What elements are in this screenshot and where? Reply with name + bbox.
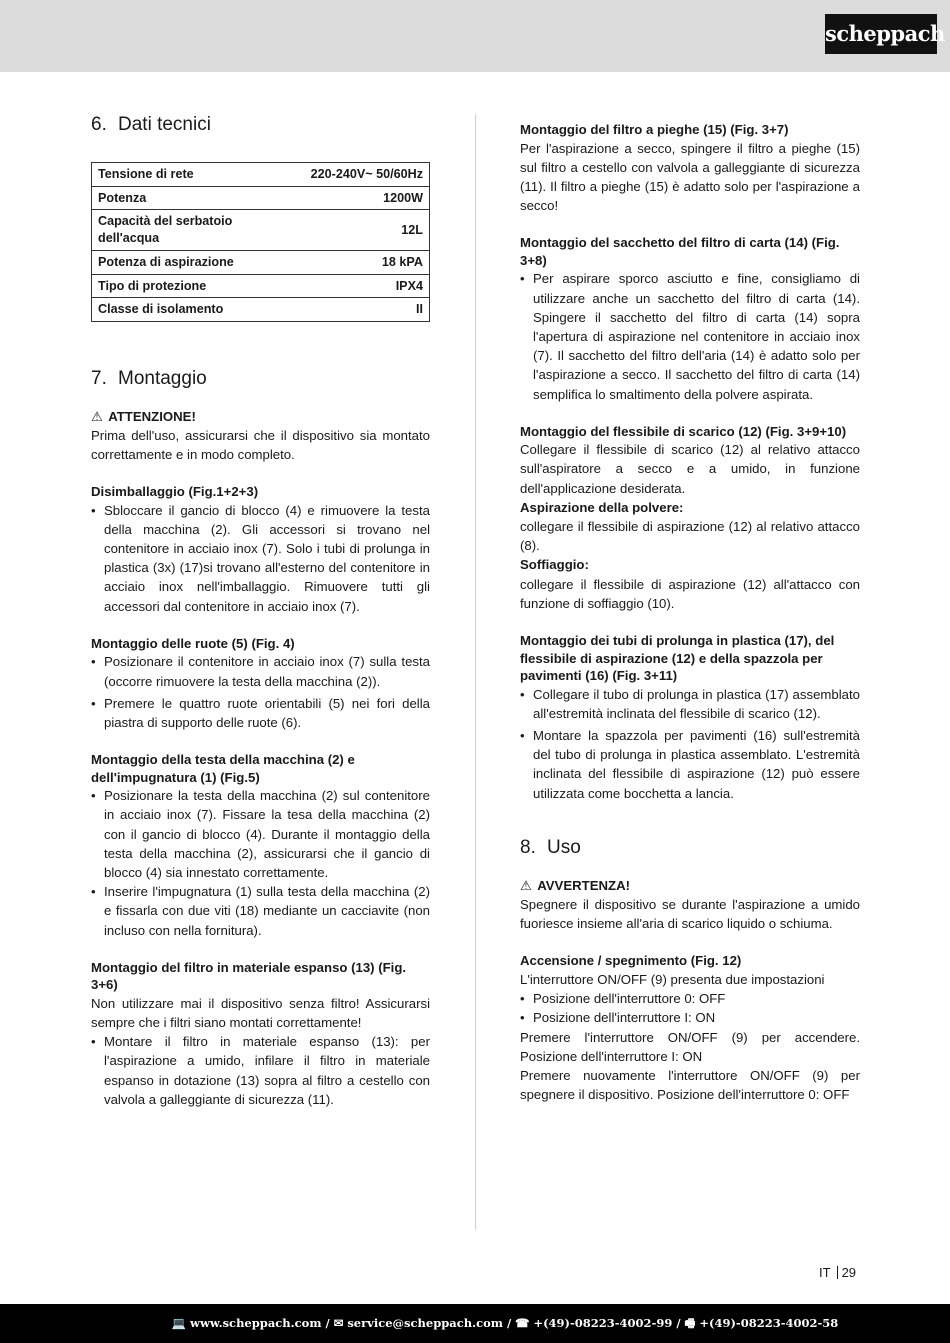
head-heading: Montaggio della testa della macchina (2) e dell'impugnatura (1) (Fig.5) — [91, 752, 355, 785]
list-item: • Sbloccare il gancio di blocco (4) e rimuovere la testa della macchina (2). Gli accessori si trovano nel contenitore in acciaio inox (7). Solo i tubi di prolunga in plastica (3x) (17)si trovano all'esterno del contenitore in acciaio inox nell'imballaggio. Rimuovere tutti gli accessori dal contenitore in acciaio inox (7). — [91, 501, 430, 616]
pleated-text: Per l'aspirazione a secco, spingere il filtro a pieghe (15) sul filtro a cestello con valvola a galleggiante di sicurezza (11). Il filtro a pieghe (15) è adatto solo per l'aspirazione a secco! — [520, 140, 860, 214]
list-item: • Inserire l'impugnatura (1) sulla testa della macchina (2) e fissarla con due viti (18) mediante un cacciavite (non incluso con nella fornitura). — [91, 882, 430, 940]
caution-title: ⚠ AVVERTENZA! — [520, 876, 860, 895]
table-row: Tipo di protezione IPX4 — [92, 274, 430, 298]
dust-text: collegare il flessibile di aspirazione (12) al relativo attacco (8). — [520, 519, 860, 554]
column-divider — [475, 114, 476, 1230]
tubes-heading: Montaggio dei tubi di prolunga in plastica (17), del flessibile di aspirazione (12) e della spazzola per pavimenti (16) (Fig. 3+11) — [520, 633, 835, 684]
footer-contact-bar: 💻 www.scheppach.com / ✉ service@scheppach.com / ☎ +(49)-08223-4002-99 / 🖷 +(49)-08223-4002-58 — [0, 1304, 950, 1343]
wheels-heading: Montaggio delle ruote (5) (Fig. 4) — [91, 635, 295, 651]
list-item: • Posizionare la testa della macchina (2) sul contenitore in acciaio inox (7). Fissare la tesa della macchina (2) con il gancio di blocco (4). Durante il montaggio della testa della macchina (2), assicurarsi che il gancio di blocco (4) sia innestato correttamente. — [91, 786, 430, 882]
dust-label: Aspirazione della polvere: — [520, 499, 684, 515]
onoff-heading: Accensione / spegnimento (Fig. 12) — [520, 953, 742, 969]
list-item: • Montare il filtro in materiale espanso (13): per l'aspirazione a umido, infilare il filtro in materiale espanso in dotazione (13) sopra al filtro a cestello con valvola a galleggiante di sicurezza (11). — [91, 1032, 430, 1109]
foam-list — [91, 1032, 430, 1109]
hose-heading: Montaggio del flessibile di scarico (12) (Fig. 3+9+10) — [520, 423, 847, 439]
tech-data-table — [91, 162, 430, 322]
warning-text: Prima dell'uso, assicurarsi che il dispositivo sia montato correttamente e in modo completo. — [91, 427, 430, 462]
list-item: • Montare la spazzola per pavimenti (16) sull'estremità del tubo di prolunga in plastica assemblato. L'estremità inclinata del flessibile di aspirazione (12) può essere utilizzata come bocchetta a lancia. — [520, 726, 860, 803]
right-column — [520, 112, 860, 1104]
left-column — [91, 112, 430, 1109]
tubes-list — [520, 685, 860, 803]
onoff-text-1: Premere l'interruttore ON/OFF (9) per accendere. Posizione dell'interruttore I: ON — [520, 1029, 860, 1064]
onoff-text-2: Premere nuovamente l'interruttore ON/OFF (9) per spegnere il dispositivo. Posizione dell'interruttore 0: OFF — [520, 1067, 860, 1103]
list-item: • Posizione dell'interruttore I: ON — [520, 1008, 860, 1027]
table-row: Capacità del serbatoio dell'acqua 12L — [92, 210, 430, 251]
warning-title: ⚠ ATTENZIONE! — [91, 407, 430, 426]
head-list — [91, 786, 430, 940]
blow-text: collegare il flessibile di aspirazione (12) all'attacco con funzione di soffiaggio (10). — [520, 576, 860, 611]
list-item: • Posizione dell'interruttore 0: OFF — [520, 989, 860, 1008]
table-row: Potenza 1200W — [92, 186, 430, 210]
paper-list — [520, 269, 860, 403]
pleated-heading: Montaggio del filtro a pieghe (15) (Fig. 3+7) — [520, 122, 789, 137]
warning-triangle-icon: ⚠ — [520, 877, 532, 893]
brand-logo: scheppach — [825, 14, 937, 54]
foam-text: Non utilizzare mai il dispositivo senza filtro! Assicurarsi sempre che i filtri siano montati correttamente! — [91, 995, 430, 1030]
foam-heading: Montaggio del filtro in materiale espanso (13) (Fig. 3+6) — [91, 959, 407, 993]
onoff-intro: L'interruttore ON/OFF (9) presenta due impostazioni — [520, 971, 825, 987]
hose-text: Collegare il flessibile di scarico (12) al relativo attacco sull'aspiratore a secco e a umido, in funzione dell'applicazione desiderata. — [520, 442, 860, 496]
wheels-list — [91, 652, 430, 732]
unpack-heading: Disimballaggio (Fig.1+2+3) — [91, 484, 259, 500]
page-number-separator — [837, 1266, 838, 1279]
list-item: • Premere le quattro ruote orientabili (5) nei fori della piastra di supporto delle ruote (6). — [91, 694, 430, 732]
table-row: Tensione di rete 220-240V~ 50/60Hz — [92, 163, 430, 187]
list-item: • Posizionare il contenitore in acciaio inox (7) sulla testa (occorre rimuovere la testa della macchina (2)). — [91, 652, 430, 690]
section-7-heading: 7. Montaggio — [91, 367, 207, 389]
list-item: • Collegare il tubo di prolunga in plastica (17) assemblato all'estremità inclinata del flessibile di scarico (12). — [520, 685, 860, 723]
unpack-list — [91, 501, 430, 616]
blow-label: Soffiaggio: — [520, 557, 589, 573]
section-8-heading: 8. Uso — [520, 836, 581, 858]
paper-heading: Montaggio del sacchetto del filtro di carta (14) (Fig. 3+8) — [520, 235, 840, 268]
onoff-list — [520, 989, 860, 1027]
table-row: Classe di isolamento II — [92, 298, 430, 322]
list-item: • Per aspirare sporco asciutto e fine, consigliamo di utilizzare anche un sacchetto del filtro di carta (14). Spingere il sacchetto del filtro di carta (14) sopra l'apertura di aspirazione nel contenitore in acciaio inox (7). Il sacchetto del filtro dell'aria (14) è adatto solo per l'aspirazione a secco. Il sacchetto del filtro di carta (14) semplifica lo smaltimento della polvere aspirata. — [520, 269, 860, 403]
warning-triangle-icon: ⚠ — [91, 408, 103, 424]
section-6-heading: 6. Dati tecnici — [91, 114, 211, 135]
header-bar — [0, 0, 950, 72]
caution-text: Spegnere il dispositivo se durante l'aspirazione a umido fuoriesce insieme all'aria di scarico liquido o schiuma. — [520, 896, 860, 932]
table-row: Potenza di aspirazione 18 kPA — [92, 251, 430, 275]
page-number: IT 29 — [819, 1265, 857, 1280]
